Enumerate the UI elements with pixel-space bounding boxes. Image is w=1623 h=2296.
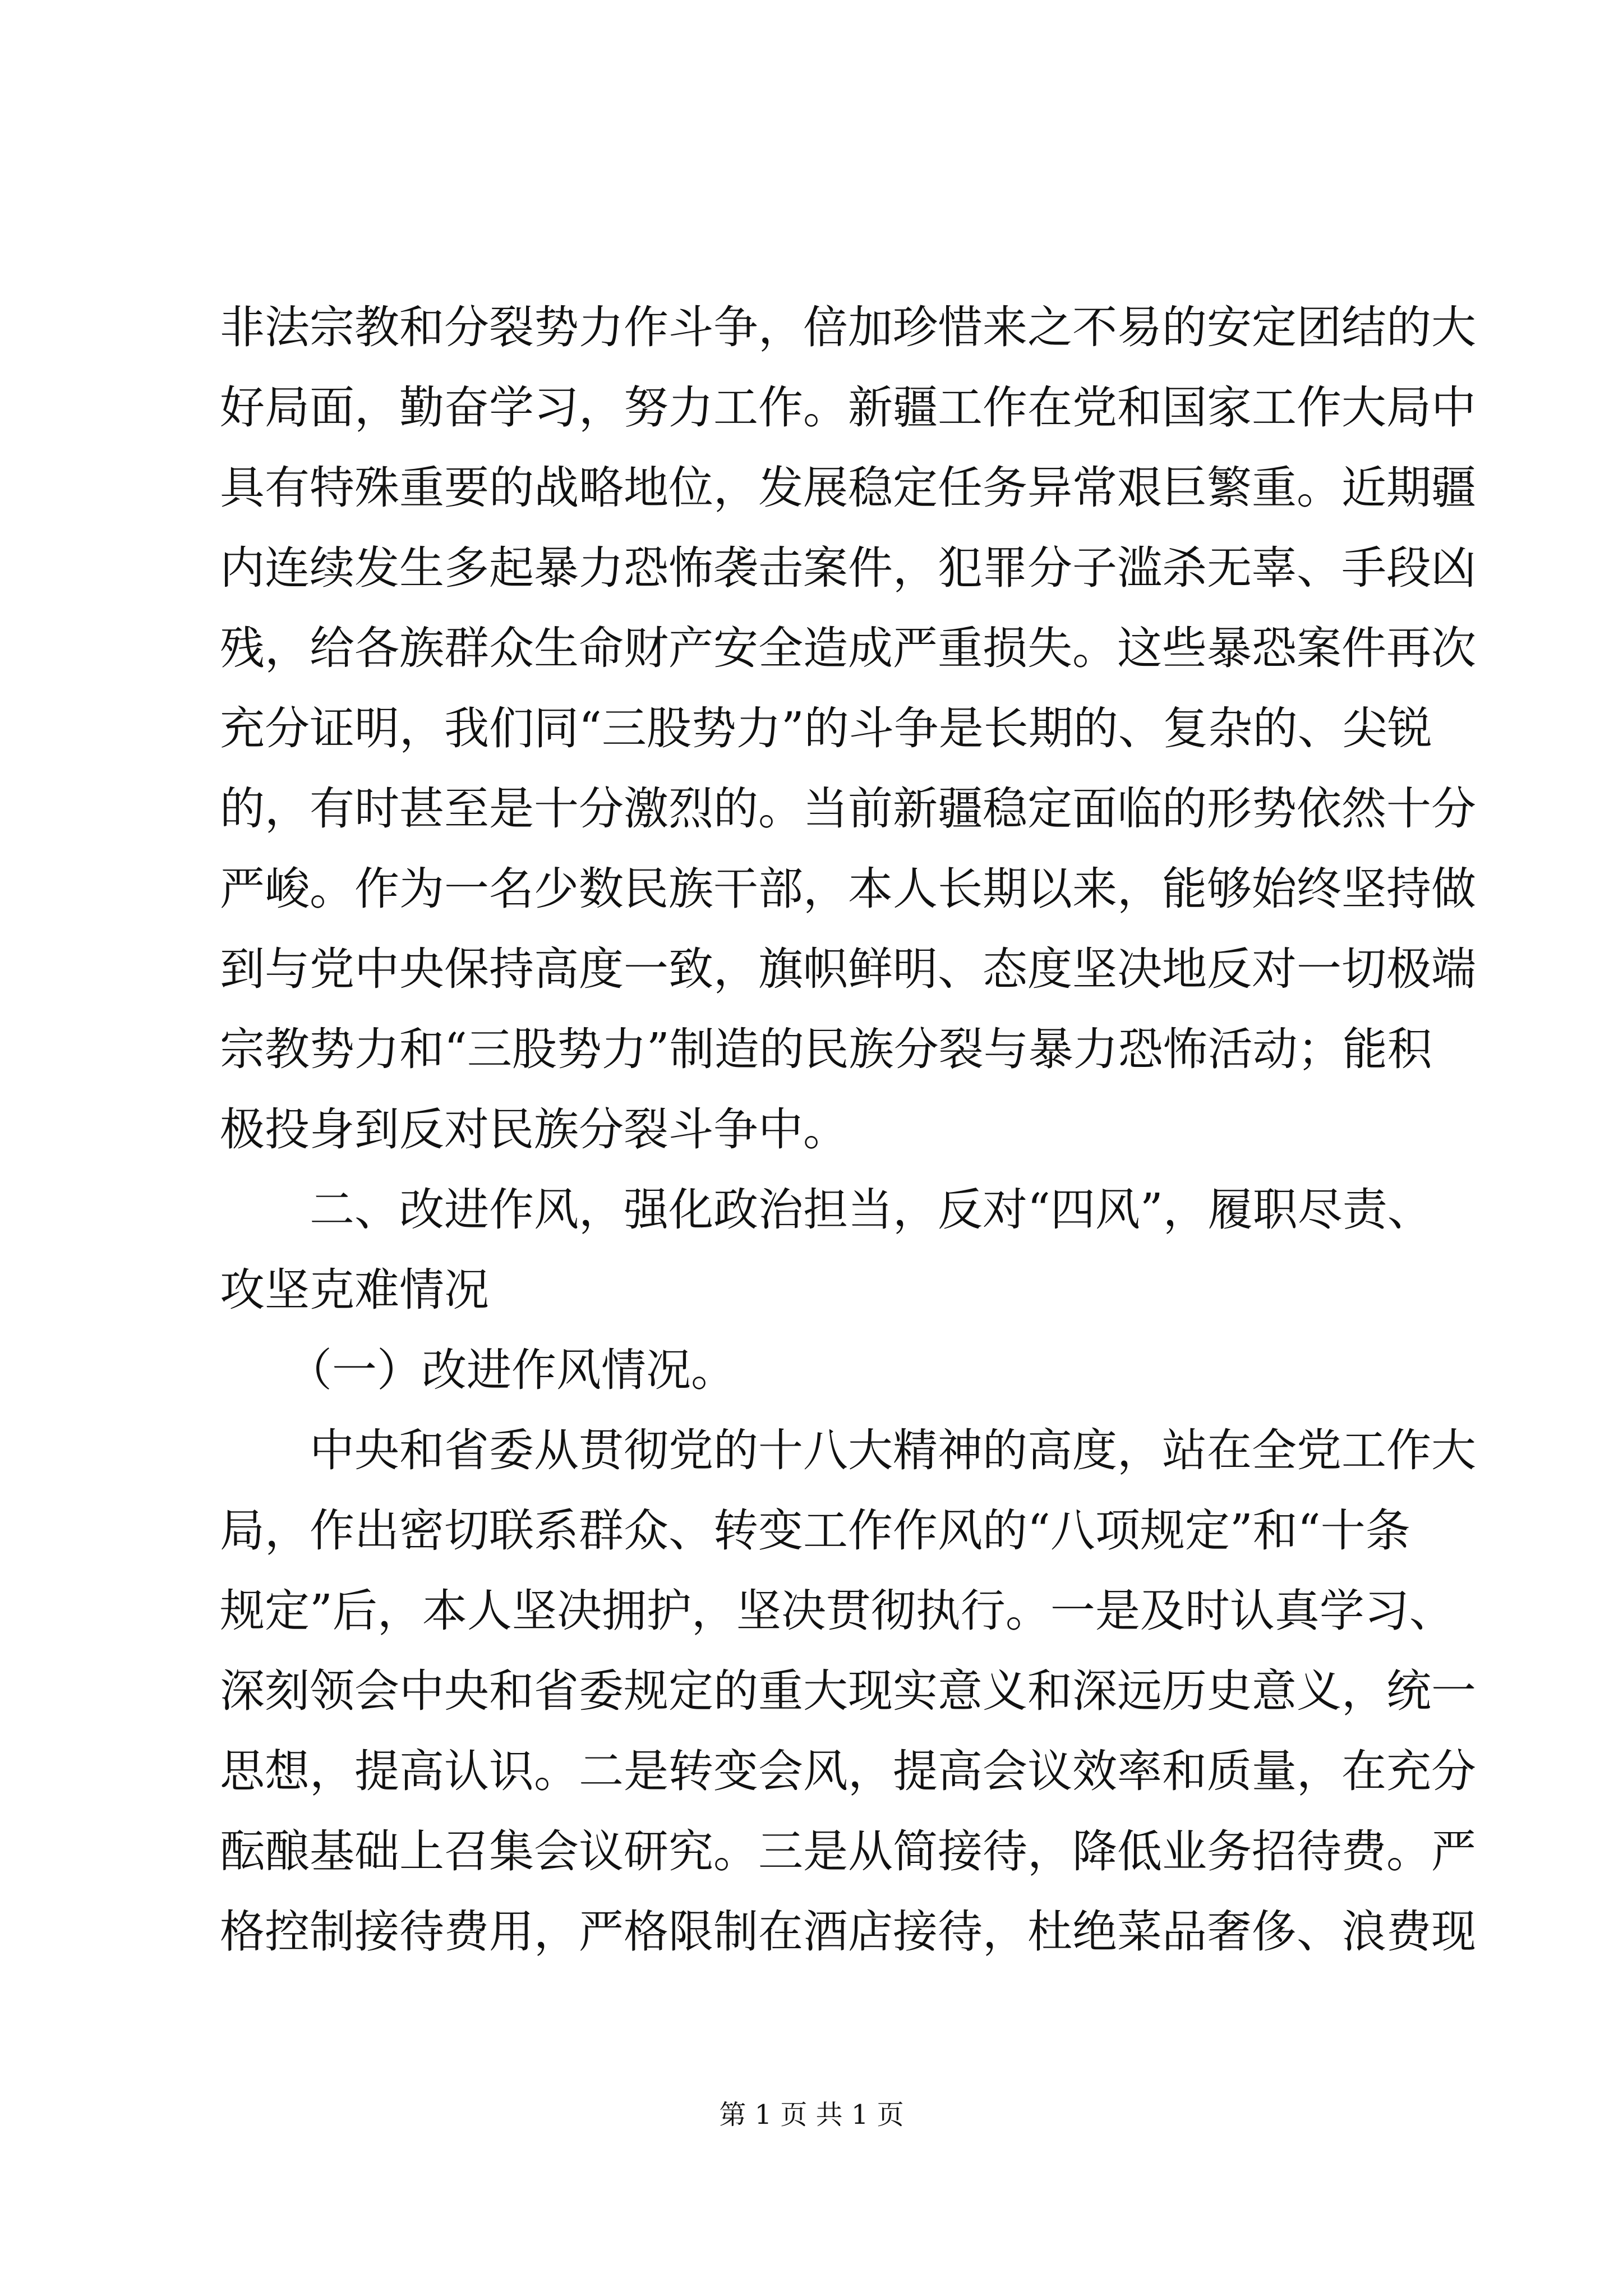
text-line: 充分证明，我们同“三股势力”的斗争是长期的、复杂的、尖锐 <box>220 702 1432 754</box>
text-line: 深刻领会中央和省委规定的重大现实意义和深远历史意义，统一 <box>220 1665 1476 1717</box>
section-heading: 攻坚克难情况 <box>220 1264 489 1316</box>
text-line: 非法宗教和分裂势力作斗争，倍加珍惜来之不易的安定团结的大 <box>220 301 1476 353</box>
text-line: 内连续发生多起暴力恐怖袭击案件，犯罪分子滥杀无辜、手段凶 <box>220 542 1476 594</box>
text-line: 极投身到反对民族分裂斗争中。 <box>220 1103 848 1156</box>
text-line: 规定”后，本人坚决拥护，坚决贯彻执行。一是及时认真学习、 <box>220 1585 1454 1637</box>
text-line: 格控制接待费用，严格限制在酒店接待，杜绝菜品奢侈、浪费现 <box>220 1906 1476 1958</box>
text-line: 残，给各族群众生命财产安全造成严重损失。这些暴恐案件再次 <box>220 622 1476 674</box>
text-line: 思想，提高认识。二是转变会风，提高会议效率和质量，在充分 <box>220 1745 1476 1797</box>
text-line: 严峻。作为一名少数民族干部，本人长期以来，能够始终坚持做 <box>220 863 1476 915</box>
page-footer: 第 1 页 共 1 页 <box>719 2099 904 2131</box>
text-line: 到与党中央保持高度一致，旗帜鲜明、态度坚决地反对一切极端 <box>220 943 1476 995</box>
text-line: 好局面，勤奋学习，努力工作。新疆工作在党和国家工作大局中 <box>220 381 1476 434</box>
text-line: 中央和省委从贯彻党的十八大精神的高度，站在全党工作大 <box>220 1424 1476 1476</box>
subsection-heading: （一）改进作风情况。 <box>220 1344 736 1396</box>
text-line: 的，有时甚至是十分激烈的。当前新疆稳定面临的形势依然十分 <box>220 783 1476 835</box>
body-text <box>220 287 1476 1972</box>
text-line: 局，作出密切联系群众、转变工作作风的“八项规定”和“十条 <box>220 1504 1410 1557</box>
section-heading: 二、改进作风，强化政治担当，反对“四风”，履职尽责、 <box>220 1184 1432 1236</box>
text-line: 宗教势力和“三股势力”制造的民族分裂与暴力恐怖活动；能积 <box>220 1023 1432 1075</box>
text-line: 具有特殊重要的战略地位，发展稳定任务异常艰巨繁重。近期疆 <box>220 462 1476 514</box>
text-line: 酝酿基础上召集会议研究。三是从简接待，降低业务招待费。严 <box>220 1825 1476 1878</box>
